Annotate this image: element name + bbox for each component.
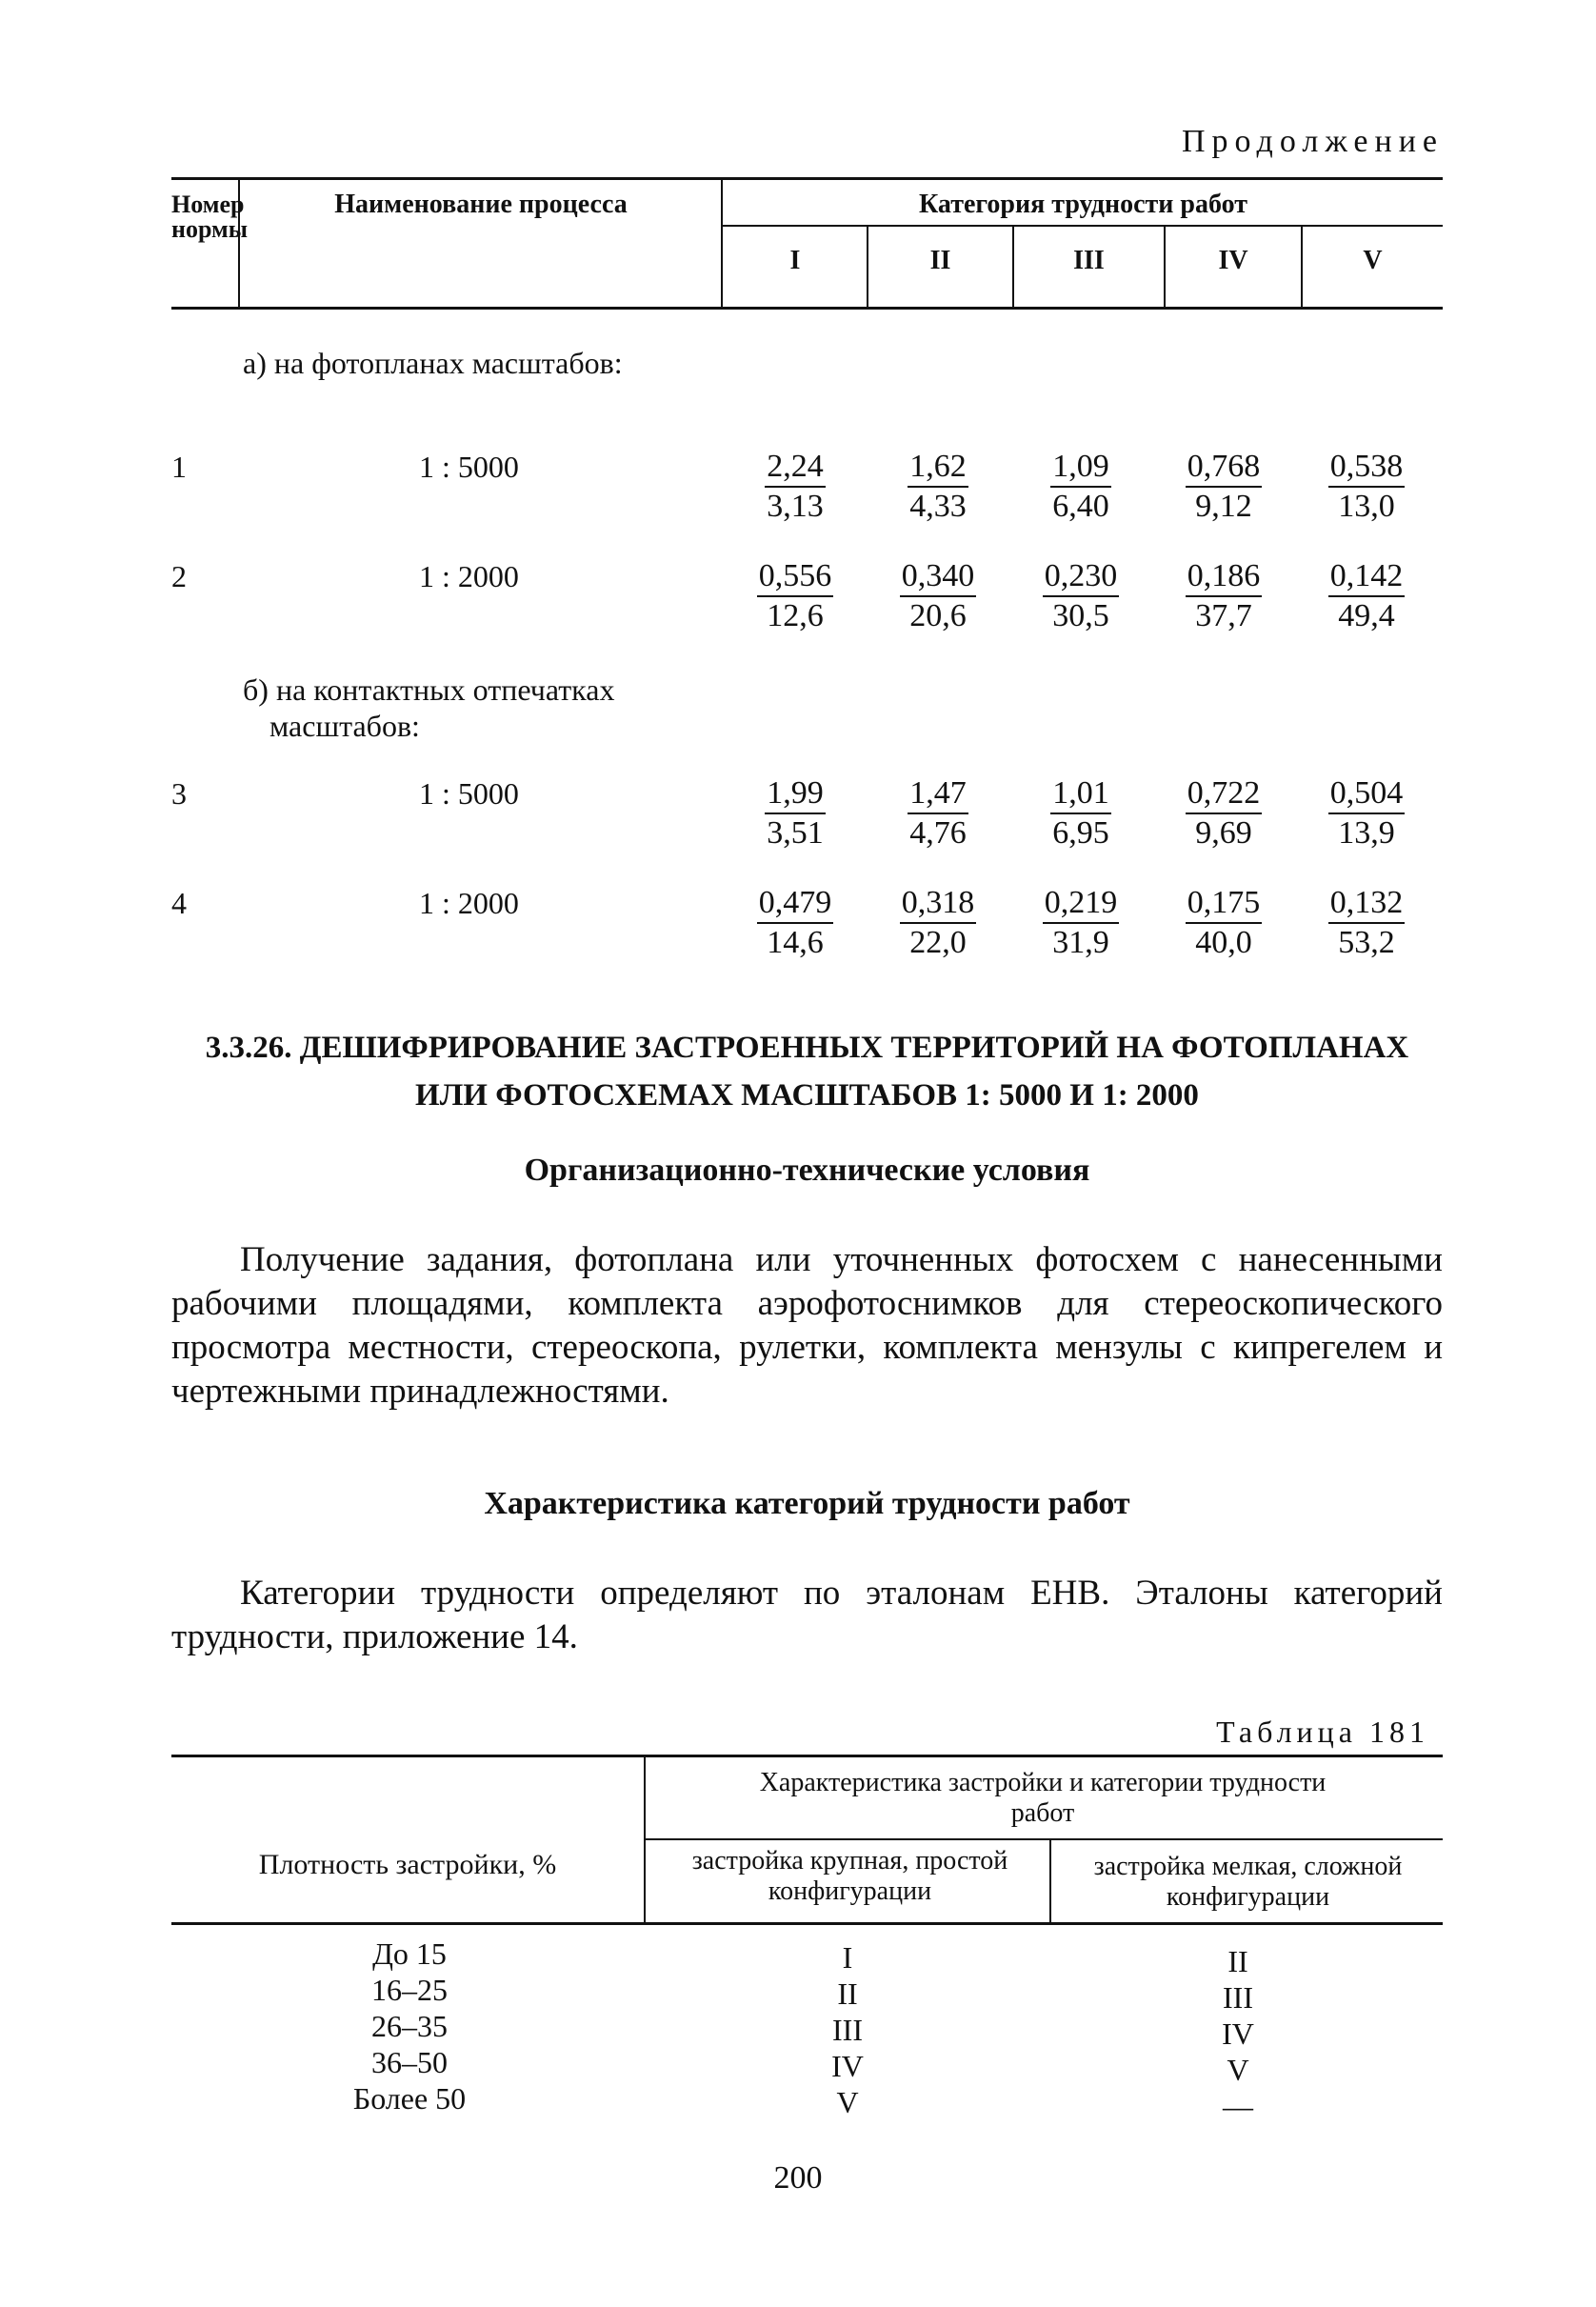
value-denominator: 9,12 [1195, 489, 1252, 524]
value-numerator: 1,62 [908, 448, 968, 488]
value-fraction [728, 448, 862, 526]
value-denominator: 13,0 [1338, 489, 1395, 524]
value-numerator: 0,132 [1328, 884, 1406, 924]
value-denominator: 20,6 [909, 598, 967, 633]
t181-group-rule [644, 1838, 1443, 1840]
value-fraction [1300, 774, 1433, 853]
t181-density: Более 50 [352, 2081, 467, 2116]
value-numerator: 0,186 [1186, 557, 1263, 597]
value-fraction [1014, 448, 1147, 526]
t181-small: V [1227, 2053, 1249, 2087]
value-numerator: 0,768 [1186, 448, 1263, 488]
row-number: 4 [171, 886, 187, 920]
value-denominator: 4,76 [909, 815, 967, 851]
header-category-1: I [789, 246, 801, 275]
value-fraction [1157, 884, 1290, 962]
table1-category-rule [721, 225, 1443, 227]
org-conditions-heading: Организационно-технические условия [524, 1153, 1090, 1188]
value-numerator: 1,09 [1050, 448, 1111, 488]
value-fraction [728, 884, 862, 962]
value-denominator: 53,2 [1338, 925, 1395, 960]
value-numerator: 0,479 [757, 884, 834, 924]
value-fraction [871, 884, 1005, 962]
row-number: 3 [171, 776, 187, 811]
value-numerator: 0,722 [1186, 774, 1263, 814]
page-number: 200 [773, 2160, 823, 2196]
value-denominator: 9,69 [1195, 815, 1252, 851]
value-denominator: 4,33 [909, 489, 967, 524]
value-denominator: 13,9 [1338, 815, 1395, 851]
t181-density-header: Плотность застройки, % [258, 1849, 557, 1880]
value-denominator: 3,51 [767, 815, 824, 851]
group-label-b: б) на контактных отпечатках масштабов: [243, 672, 615, 743]
t181-large: II [837, 1976, 858, 2011]
t181-small: III [1223, 1980, 1253, 2015]
difficulty-text: Категории трудности определяют по эталонам ЕНВ. Эталоны категорий трудности, приложение 14. [171, 1574, 1443, 1656]
value-denominator: 6,40 [1052, 489, 1109, 524]
section-title-line2: ИЛИ ФОТОСХЕМАХ МАСШТАБОВ 1: 5000 И 1: 2000 [415, 1078, 1199, 1113]
value-numerator: 1,99 [765, 774, 826, 814]
value-fraction [1014, 557, 1147, 635]
value-denominator: 40,0 [1195, 925, 1252, 960]
value-numerator: 0,340 [900, 557, 977, 597]
value-fraction [1157, 448, 1290, 526]
value-denominator: 6,95 [1052, 815, 1109, 851]
section-title-line1: 3.3.26. ДЕШИФРИРОВАНИЕ ЗАСТРОЕННЫХ ТЕРРИТОРИЙ НА ФОТОПЛАНАХ [205, 1031, 1409, 1065]
value-numerator: 1,47 [908, 774, 968, 814]
value-fraction [1014, 884, 1147, 962]
value-fraction [1157, 774, 1290, 853]
t181-large: III [832, 2013, 863, 2047]
value-denominator: 14,6 [767, 925, 824, 960]
header-category-4: IV [1218, 246, 1248, 275]
value-numerator: 0,318 [900, 884, 977, 924]
header-category-5: V [1363, 246, 1383, 275]
value-fraction [871, 557, 1005, 635]
value-denominator: 37,7 [1195, 598, 1252, 633]
t181-group-header: Характеристика застройки и категории трудности работ [759, 1768, 1327, 1828]
t181-top-rule [171, 1755, 1443, 1757]
value-fraction [1157, 557, 1290, 635]
header-category-3: III [1073, 246, 1105, 275]
row-number: 1 [171, 450, 187, 484]
value-numerator: 0,538 [1328, 448, 1406, 488]
value-fraction [1014, 774, 1147, 853]
value-fraction [871, 774, 1005, 853]
org-conditions-text: Получение задания, фотоплана или уточненных фотосхем с нанесенными рабочими площадями, комплекта аэрофотоснимков для стереоскопического просмотра местности, стереоскопа, рулетки, комплекта мензулы с кипрегелем и чертежными принадлежностями. [171, 1240, 1443, 1411]
t181-col-large: застройка крупная, простой конфигурации [691, 1846, 1008, 1906]
table-181-label: Таблица 181 [1216, 1715, 1429, 1749]
header-category-2: II [929, 246, 951, 275]
value-numerator: 0,219 [1043, 884, 1120, 924]
group-label-a: а) на фотопланах масштабов: [243, 346, 623, 380]
row-number: 2 [171, 559, 187, 593]
header-process-name: Наименование процесса [334, 190, 628, 219]
t181-small: — [1223, 2089, 1253, 2123]
t181-small: II [1227, 1944, 1248, 1978]
value-denominator: 12,6 [767, 598, 824, 633]
difficulty-heading: Характеристика категорий трудности работ [484, 1486, 1130, 1521]
value-fraction [728, 557, 862, 635]
section-title [171, 1024, 1443, 1119]
row-scale: 1 : 5000 [419, 450, 519, 484]
row-scale: 1 : 2000 [419, 886, 519, 920]
value-fraction [1300, 448, 1433, 526]
value-numerator: 0,230 [1043, 557, 1120, 597]
value-fraction [1300, 557, 1433, 635]
header-norm-number: Номер нормы [171, 191, 249, 243]
value-numerator: 0,504 [1328, 774, 1406, 814]
header-difficulty-category: Категория трудности работ [919, 190, 1247, 219]
table1-vline [721, 177, 723, 309]
continued-label: Продолжение [1181, 124, 1444, 159]
value-denominator: 31,9 [1052, 925, 1109, 960]
t181-large: IV [831, 2049, 864, 2083]
value-numerator: 2,24 [765, 448, 826, 488]
t181-vline [1049, 1838, 1051, 1924]
value-numerator: 1,01 [1050, 774, 1111, 814]
t181-density: 26–35 [371, 2009, 448, 2043]
value-fraction [728, 774, 862, 853]
t181-large: I [842, 1940, 853, 1975]
value-numerator: 0,175 [1186, 884, 1263, 924]
t181-density: До 15 [372, 1936, 447, 1971]
value-numerator: 0,556 [757, 557, 834, 597]
value-denominator: 3,13 [767, 489, 824, 524]
value-fraction [1300, 884, 1433, 962]
row-scale: 1 : 2000 [419, 559, 519, 593]
t181-density: 36–50 [371, 2045, 448, 2079]
value-fraction [871, 448, 1005, 526]
t181-large: V [836, 2085, 859, 2119]
t181-header-rule [171, 1922, 1443, 1925]
value-denominator: 22,0 [909, 925, 967, 960]
value-denominator: 30,5 [1052, 598, 1109, 633]
row-scale: 1 : 5000 [419, 776, 519, 811]
t181-density: 16–25 [371, 1973, 448, 2007]
t181-col-small: застройка мелкая, сложной конфигурации [1093, 1852, 1403, 1912]
table1-header-rule [171, 307, 1443, 310]
value-denominator: 49,4 [1338, 598, 1395, 633]
value-numerator: 0,142 [1328, 557, 1406, 597]
table1-top-rule [171, 177, 1443, 180]
t181-small: IV [1222, 2016, 1254, 2051]
